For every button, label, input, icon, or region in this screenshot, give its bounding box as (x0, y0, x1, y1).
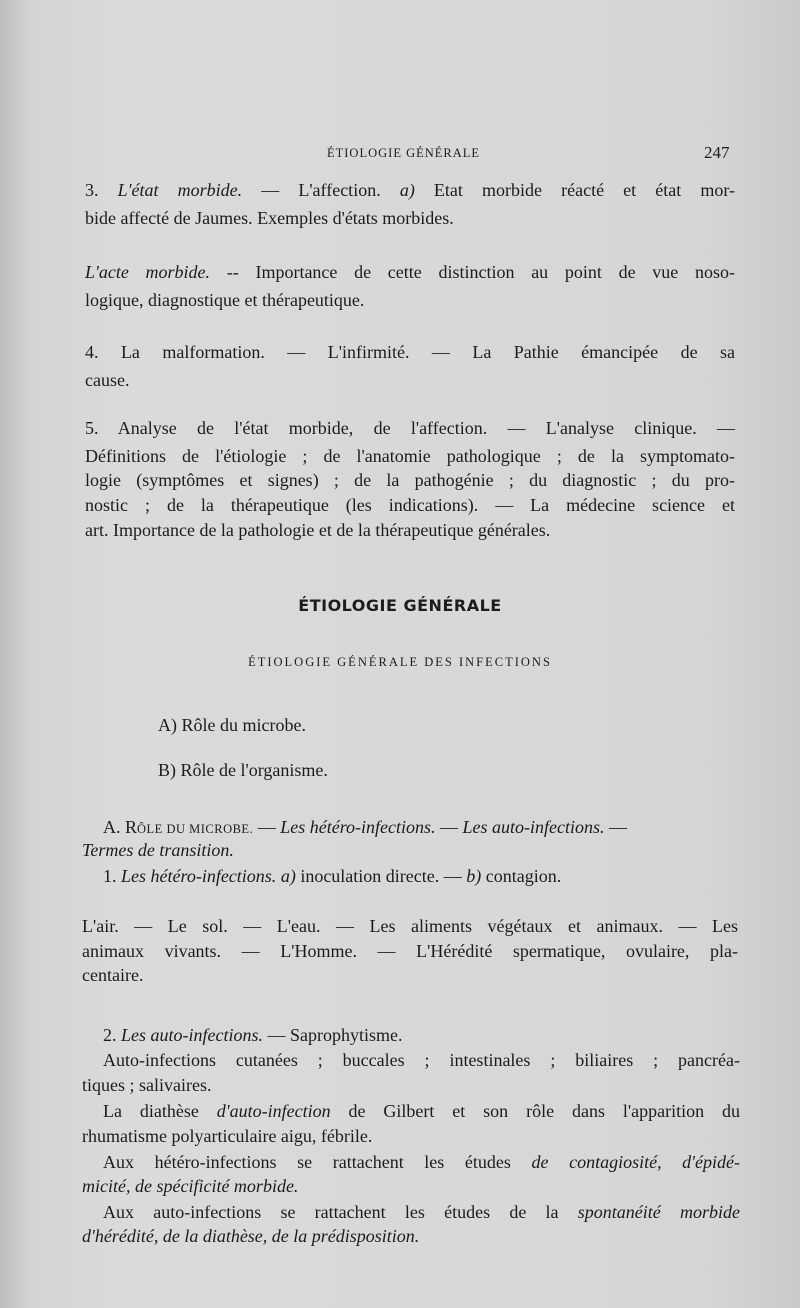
section-3-line-1: 3. L'état morbide. — L'affection. a) Etat morbide réacté et état mor- (85, 180, 736, 200)
air-line-3: centaire. (82, 965, 144, 985)
auto-line-2: Auto-infections cutanées ; buccales ; intestinales ; biliaires ; pancréa- (103, 1050, 740, 1070)
section-5-line-2: Définitions de l'étiologie ; de l'anatomie pathologique ; de la symptomato- (85, 446, 735, 466)
auto-line-9: d'hérédité, de la diathèse, de la prédisposition. (82, 1226, 420, 1246)
section-4-line-1: 4. La malformation. — L'infirmité. — La Pathie émancipée de sa (85, 342, 735, 362)
chapter-title: ÉTIOLOGIE GÉNÉRALE (298, 596, 502, 615)
section-4-line-2: cause. (85, 370, 130, 390)
auto-line-7: micité, de spécificité morbide. (82, 1176, 299, 1196)
acte-line-2: logique, diagnostique et thérapeutique. (85, 290, 365, 310)
section-5-line-3: logie (symptômes et signes) ; de la pathogénie ; du diagnostic ; du pro- (85, 470, 735, 490)
auto-line-4: La diathèse d'auto-infection de Gilbert et son rôle dans l'apparition du (103, 1101, 740, 1121)
section-a-line-2: Termes de transition. (82, 840, 234, 860)
auto-line-6: Aux hétéro-infections se rattachent les études de contagiosité, d'épidé- (103, 1152, 740, 1172)
running-head: ÉTIOLOGIE GÉNÉRALE (327, 146, 481, 160)
auto-heading: 2. Les auto-infections. — Saprophytisme. (103, 1025, 403, 1045)
page-number: 247 (704, 143, 730, 162)
auto-line-8: Aux auto-infections se rattachent les études de la spontanéité morbide (103, 1202, 740, 1222)
acte-line-1: L'acte morbide. -- Importance de cette distinction au point de vue noso- (85, 262, 735, 282)
outline-item-a: A) Rôle du microbe. (158, 715, 306, 735)
hetero-heading: 1. Les hétéro-infections. a) inoculation directe. — b) contagion. (103, 866, 562, 886)
auto-line-5: rhumatisme polyarticulaire aigu, fébrile. (82, 1126, 373, 1146)
section-3-line-2: bide affecté de Jaumes. Exemples d'états morbides. (85, 208, 454, 228)
section-5-line-4: nostic ; de la thérapeutique (les indications). — La médecine science et (85, 495, 735, 515)
air-line-1: L'air. — Le sol. — L'eau. — Les aliments végétaux et animaux. — Les (82, 916, 738, 936)
section-5-line-5: art. Importance de la pathologie et de la thérapeutique générales. (85, 520, 551, 540)
section-a-heading: A. RÔLE DU MICROBE. — Les hétéro-infections. — Les auto-infections. — (103, 817, 628, 837)
auto-line-3: tiques ; salivaires. (82, 1075, 212, 1095)
outline-item-b: B) Rôle de l'organisme. (158, 760, 328, 780)
section-5-line-1: 5. Analyse de l'état morbide, de l'affection. — L'analyse clinique. — (85, 418, 735, 438)
air-line-2: animaux vivants. — L'Homme. — L'Hérédité spermatique, ovulaire, pla- (82, 941, 738, 961)
chapter-subtitle: ÉTIOLOGIE GÉNÉRALE DES INFECTIONS (248, 655, 552, 669)
